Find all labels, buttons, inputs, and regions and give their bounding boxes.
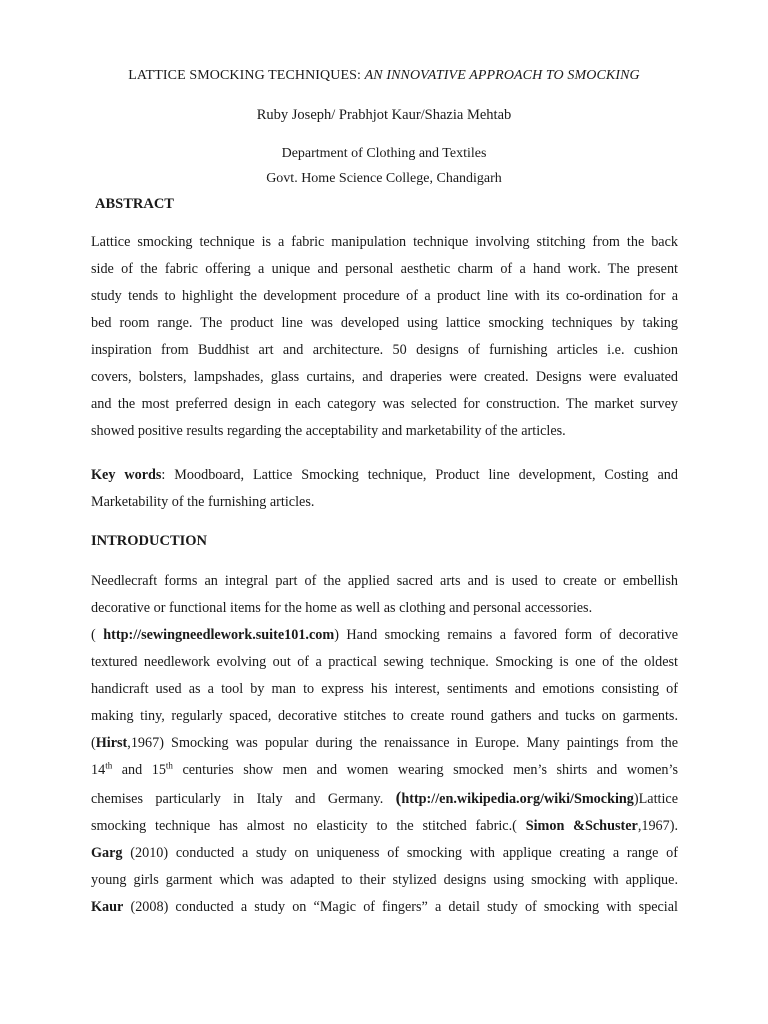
abstract-line: side of the fabric offering a unique and personal aesthetic charm of a hand work. The present (91, 261, 678, 277)
citation-author: Kaur (91, 899, 124, 915)
intro-text: chemises particularly in Italy and Germany. (91, 791, 396, 807)
abstract-line: Lattice smocking technique is a fabric manipulation technique involving stitching from the back (91, 234, 678, 250)
intro-text: (2008) conducted a study on “Magic of fingers” a detail study of smocking with special (123, 899, 678, 915)
intro-text: centuries show men and women wearing smocked men’s shirts and women’s (172, 762, 678, 778)
paren: ( (91, 735, 96, 751)
abstract-line: inspiration from Buddhist art and architecture. 50 designs of furnishing articles i.e. cushion (91, 342, 678, 358)
paper-title (0, 68, 768, 84)
department: Department of Clothing and Textiles (281, 146, 487, 161)
title-main: LATTICE SMOCKING TECHNIQUES: (128, 68, 362, 83)
keywords-line: Marketability of the furnishing articles. (91, 494, 315, 510)
intro-text: 14 (91, 762, 106, 778)
intro-text: and 15 (112, 762, 166, 778)
ordinal-suffix: th (105, 760, 113, 771)
intro-line: young girls garment which was adapted to their stylized designs using smocking with applique. (91, 872, 678, 888)
intro-text: smocking technique has almost no elasticity to the stitched fabric.( (91, 818, 526, 834)
college: Govt. Home Science College, Chandigarh (266, 171, 502, 186)
introduction-paragraph (91, 568, 678, 921)
intro-line: decorative or functional items for the home as well as clothing and personal accessories. (91, 600, 593, 616)
abstract-line: study tends to highlight the development procedure of a product line with its co-ordination for a (91, 288, 678, 304)
keywords-text: : Moodboard, Lattice Smocking technique, Product line development, Costing and (161, 467, 678, 483)
intro-text: )Lattice (633, 791, 678, 807)
citation-link[interactable]: http://sewingneedlework.suite101.com (103, 627, 335, 643)
authors: Ruby Joseph/ Prabhjot Kaur/Shazia Mehtab (256, 107, 512, 123)
abstract-line: covers, bolsters, lampshades, glass curtains, and draperies were created. Designs were evaluated (91, 369, 678, 385)
citation-author: Garg (91, 845, 123, 861)
paren: ( (91, 627, 104, 643)
intro-text: ) Hand smocking remains a favored form of decorative (334, 627, 678, 643)
intro-line (91, 840, 678, 867)
intro-text: ,1967) Smocking was popular during the renaissance in Europe. Many paintings from the (127, 735, 678, 751)
abstract-line: showed positive results regarding the acceptability and marketability of the articles. (91, 423, 566, 439)
abstract-line: and the most preferred design in each category was selected for construction. The market survey (91, 396, 678, 412)
keywords-paragraph (91, 462, 678, 516)
keywords-line (91, 462, 678, 489)
intro-line (91, 784, 678, 813)
intro-text: ,1967). (637, 818, 679, 834)
intro-line (91, 757, 678, 784)
citation-author: Simon &Schuster (525, 818, 638, 834)
title-subtitle: AN INNOVATIVE APPROACH TO SMOCKING (364, 68, 640, 83)
intro-text: (2010) conducted a study on uniqueness of smocking with applique creating a range of (122, 845, 678, 861)
intro-line (91, 730, 678, 757)
intro-line: making tiny, regularly spaced, decorative stitches to create round gathers and tucks on garments. (91, 708, 678, 724)
intro-line (91, 894, 678, 921)
intro-line: textured needlework evolving out of a practical sewing technique. Smocking is one of the oldest (91, 654, 678, 670)
citation-author: Hirst (95, 735, 128, 751)
introduction-heading: INTRODUCTION (91, 533, 208, 549)
abstract-line: bed room range. The product line was developed using lattice smocking techniques by taking (91, 315, 678, 331)
paren: ( (395, 788, 402, 807)
ordinal-suffix: th (165, 760, 173, 771)
intro-line: handicraft used as a tool by man to express his interest, sentiments and emotions consisting of (91, 681, 678, 697)
intro-line (91, 813, 678, 840)
keywords-label: Key words (91, 467, 162, 483)
citation-link[interactable]: http://en.wikipedia.org/wiki/Smocking (401, 791, 634, 807)
intro-line (91, 622, 678, 649)
abstract-heading: ABSTRACT (95, 196, 174, 212)
intro-line: Needlecraft forms an integral part of the applied sacred arts and is used to create or embellish (91, 573, 678, 589)
abstract-paragraph (91, 229, 678, 445)
